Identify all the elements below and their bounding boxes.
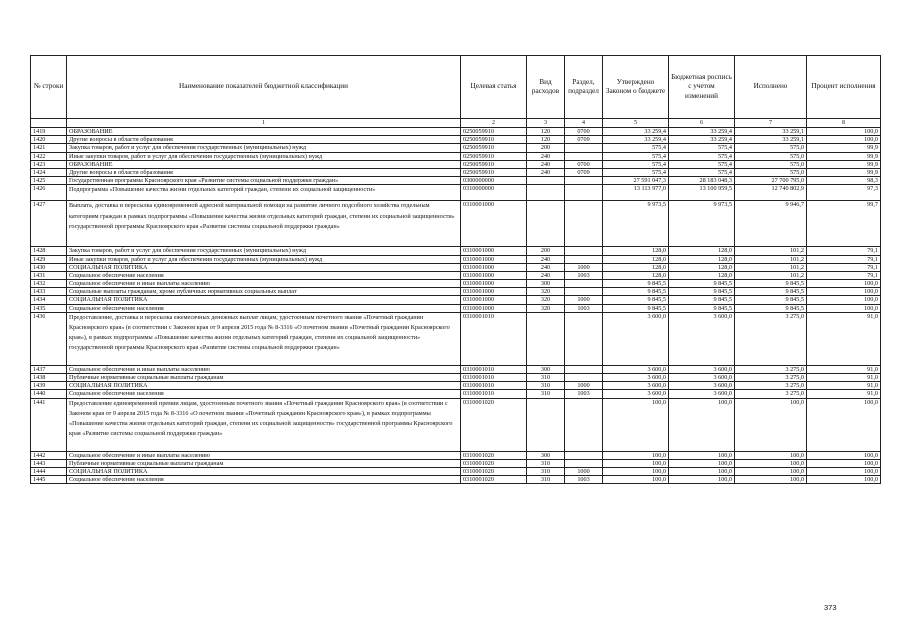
table-row <box>31 365 881 373</box>
row-number-cell: 1428 <box>31 247 67 255</box>
indicator-name-cell: СОЦИАЛЬНАЯ ПОЛИТИКА <box>67 382 461 390</box>
execution-percent-cell: 99,9 <box>807 168 881 176</box>
target-article-cell: 0310001010 <box>461 390 527 398</box>
executed-cell: 3 275,0 <box>735 390 807 398</box>
budget-schedule-cell: 9 845,5 <box>669 280 735 288</box>
table-row <box>31 476 881 484</box>
target-article-cell: 0310001000 <box>461 271 527 279</box>
execution-percent-cell: 79,1 <box>807 255 881 263</box>
expense-type-cell: 310 <box>527 382 565 390</box>
target-article-cell: 0310001000 <box>461 247 527 255</box>
approved-cell: 575,4 <box>603 144 669 152</box>
indicator-name-cell: Социальное обеспечение и иные выплаты населению <box>67 280 461 288</box>
column-number-row <box>31 119 881 128</box>
approved-cell: 3 600,0 <box>603 382 669 390</box>
header-target-article: Целевая статья <box>461 56 527 119</box>
expense-type-cell <box>527 177 565 185</box>
row-number-cell: 1421 <box>31 144 67 152</box>
target-article-cell: 0310001000 <box>461 296 527 304</box>
executed-cell: 100,0 <box>735 476 807 484</box>
executed-cell: 33 259,1 <box>735 128 807 136</box>
target-article-cell: 0310001000 <box>461 288 527 296</box>
executed-cell: 101,2 <box>735 271 807 279</box>
header-row <box>31 56 881 119</box>
section-cell: 1000 <box>565 467 603 475</box>
indicator-name-cell: Социальное обеспечение и иные выплаты населению <box>67 365 461 373</box>
execution-percent-cell: 79,1 <box>807 263 881 271</box>
section-cell: 1000 <box>565 382 603 390</box>
execution-percent-cell: 91,0 <box>807 374 881 382</box>
executed-cell: 575,0 <box>735 152 807 160</box>
approved-cell: 128,0 <box>603 263 669 271</box>
executed-cell: 101,2 <box>735 263 807 271</box>
indicator-name-cell: Социальное обеспечение населения <box>67 390 461 398</box>
execution-percent-cell: 100,0 <box>807 398 881 451</box>
table-row <box>31 451 881 459</box>
executed-cell: 27 700 795,0 <box>735 177 807 185</box>
indicator-name-cell: Подпрограмма «Повышение качества жизни отдельных категорий граждан, степени их социальной защищенности» <box>67 185 461 201</box>
section-cell: 0709 <box>565 136 603 144</box>
expense-type-cell: 300 <box>527 280 565 288</box>
row-number-cell: 1424 <box>31 168 67 176</box>
row-number-cell: 1444 <box>31 467 67 475</box>
section-cell <box>565 365 603 373</box>
header-budget-schedule: Бюджетная роспись с учетом изменений <box>669 56 735 119</box>
approved-cell: 3 600,0 <box>603 390 669 398</box>
table-row <box>31 296 881 304</box>
expense-type-cell: 120 <box>527 136 565 144</box>
section-cell <box>565 201 603 247</box>
row-number-cell: 1426 <box>31 185 67 201</box>
target-article-cell: 0310001010 <box>461 365 527 373</box>
row-number-cell: 1429 <box>31 255 67 263</box>
table-row <box>31 128 881 136</box>
execution-percent-cell: 100,0 <box>807 288 881 296</box>
budget-schedule-cell: 575,4 <box>669 168 735 176</box>
indicator-name-cell: Другие вопросы в области образования <box>67 168 461 176</box>
table-row <box>31 280 881 288</box>
indicator-name-cell: Социальное обеспечение и иные выплаты населению <box>67 451 461 459</box>
target-article-cell: 0310000000 <box>461 185 527 201</box>
approved-cell: 100,0 <box>603 467 669 475</box>
header-execution-percent: Процент исполнения <box>807 56 881 119</box>
header-indicator-name: Наименование показателей бюджетной классификации <box>67 56 461 119</box>
approved-cell: 100,0 <box>603 459 669 467</box>
row-number-cell: 1430 <box>31 263 67 271</box>
column-number: 7 <box>735 119 807 128</box>
execution-percent-cell: 79,1 <box>807 271 881 279</box>
indicator-name-cell: СОЦИАЛЬНАЯ ПОЛИТИКА <box>67 263 461 271</box>
budget-schedule-cell: 100,0 <box>669 467 735 475</box>
section-cell <box>565 451 603 459</box>
indicator-name-cell: Выплата, доставка и пересылка единовременной адресной материальной помощи на развитие личного подсобного хозяйства отдельным категориям граждан в рамках подпрограммы «Повышение качества жизни отдельных категорий граждан, степени их социальной защищенности» государственной программы Красноярского края «Развитие системы социальной поддержки граждан» <box>67 201 461 247</box>
expense-type-cell: 320 <box>527 288 565 296</box>
target-article-cell: 0250059910 <box>461 144 527 152</box>
table-row <box>31 382 881 390</box>
table-row <box>31 255 881 263</box>
executed-cell: 100,0 <box>735 459 807 467</box>
budget-schedule-cell: 3 600,0 <box>669 312 735 365</box>
budget-schedule-cell: 3 600,0 <box>669 390 735 398</box>
section-cell: 1003 <box>565 304 603 312</box>
budget-schedule-cell: 9 845,5 <box>669 288 735 296</box>
table-row <box>31 271 881 279</box>
target-article-cell: 0310001000 <box>461 201 527 247</box>
header-expense-type: Вид расходов <box>527 56 565 119</box>
target-article-cell: 0310001010 <box>461 312 527 365</box>
row-number-cell: 1436 <box>31 312 67 365</box>
section-cell: 1003 <box>565 476 603 484</box>
row-number-cell: 1440 <box>31 390 67 398</box>
column-number: 2 <box>461 119 527 128</box>
header-approved: Утверждено Законом о бюджете <box>603 56 669 119</box>
approved-cell: 9 973,5 <box>603 201 669 247</box>
row-number-cell: 1432 <box>31 280 67 288</box>
execution-percent-cell: 99,9 <box>807 144 881 152</box>
approved-cell: 575,4 <box>603 160 669 168</box>
indicator-name-cell: Государственная программа Красноярского края «Развитие системы социальной поддержки граждан» <box>67 177 461 185</box>
table-row <box>31 247 881 255</box>
target-article-cell: 0250059910 <box>461 136 527 144</box>
expense-type-cell: 240 <box>527 160 565 168</box>
executed-cell: 100,0 <box>735 451 807 459</box>
target-article-cell: 0310001020 <box>461 398 527 451</box>
section-cell <box>565 185 603 201</box>
expense-type-cell: 200 <box>527 144 565 152</box>
page-number: 373 <box>824 603 837 612</box>
row-number-cell: 1438 <box>31 374 67 382</box>
target-article-cell: 0310001020 <box>461 451 527 459</box>
executed-cell: 9 946,7 <box>735 201 807 247</box>
target-article-cell: 0250059910 <box>461 160 527 168</box>
row-number-cell: 1419 <box>31 128 67 136</box>
budget-schedule-cell: 575,4 <box>669 144 735 152</box>
row-number-cell: 1435 <box>31 304 67 312</box>
execution-percent-cell: 100,0 <box>807 136 881 144</box>
section-cell <box>565 374 603 382</box>
indicator-name-cell: Социальное обеспечение населения <box>67 304 461 312</box>
section-cell <box>565 247 603 255</box>
row-number-cell: 1422 <box>31 152 67 160</box>
budget-schedule-cell: 128,0 <box>669 247 735 255</box>
expense-type-cell: 120 <box>527 128 565 136</box>
expense-type-cell: 300 <box>527 365 565 373</box>
expense-type-cell: 320 <box>527 296 565 304</box>
expense-type-cell <box>527 398 565 451</box>
approved-cell: 128,0 <box>603 247 669 255</box>
table-row <box>31 152 881 160</box>
row-number-cell: 1437 <box>31 365 67 373</box>
table-row <box>31 144 881 152</box>
execution-percent-cell: 97,3 <box>807 185 881 201</box>
table-row <box>31 263 881 271</box>
budget-schedule-cell: 3 600,0 <box>669 374 735 382</box>
column-number: 5 <box>603 119 669 128</box>
executed-cell: 33 259,1 <box>735 136 807 144</box>
execution-percent-cell: 99,7 <box>807 201 881 247</box>
approved-cell: 100,0 <box>603 451 669 459</box>
budget-report-sheet <box>30 55 880 484</box>
row-number-cell: 1423 <box>31 160 67 168</box>
expense-type-cell: 240 <box>527 255 565 263</box>
approved-cell: 27 591 047,3 <box>603 177 669 185</box>
execution-percent-cell: 100,0 <box>807 451 881 459</box>
target-article-cell: 0310001020 <box>461 459 527 467</box>
target-article-cell: 0310001010 <box>461 382 527 390</box>
row-number-cell: 1443 <box>31 459 67 467</box>
section-cell: 1003 <box>565 271 603 279</box>
section-cell <box>565 144 603 152</box>
header-row-number: № строки <box>31 56 67 119</box>
executed-cell: 3 275,0 <box>735 365 807 373</box>
section-cell: 1000 <box>565 263 603 271</box>
executed-cell: 575,0 <box>735 144 807 152</box>
execution-percent-cell: 91,0 <box>807 365 881 373</box>
target-article-cell: 0310001020 <box>461 476 527 484</box>
approved-cell: 575,4 <box>603 152 669 160</box>
executed-cell: 3 275,0 <box>735 312 807 365</box>
target-article-cell: 0300000000 <box>461 177 527 185</box>
target-article-cell: 0250059910 <box>461 168 527 176</box>
budget-schedule-cell: 13 100 959,5 <box>669 185 735 201</box>
budget-schedule-cell: 128,0 <box>669 263 735 271</box>
budget-schedule-cell: 3 600,0 <box>669 365 735 373</box>
column-number: 3 <box>527 119 565 128</box>
budget-schedule-cell: 100,0 <box>669 451 735 459</box>
indicator-name-cell: Социальное обеспечение населения <box>67 476 461 484</box>
executed-cell: 9 845,5 <box>735 280 807 288</box>
approved-cell: 575,4 <box>603 168 669 176</box>
approved-cell: 13 113 977,0 <box>603 185 669 201</box>
execution-percent-cell: 99,9 <box>807 160 881 168</box>
expense-type-cell: 240 <box>527 263 565 271</box>
approved-cell: 9 845,5 <box>603 288 669 296</box>
expense-type-cell <box>527 185 565 201</box>
execution-percent-cell: 100,0 <box>807 467 881 475</box>
budget-schedule-cell: 100,0 <box>669 398 735 451</box>
table-row <box>31 312 881 365</box>
budget-schedule-cell: 33 259,4 <box>669 136 735 144</box>
table-row <box>31 467 881 475</box>
budget-schedule-cell: 9 845,5 <box>669 296 735 304</box>
execution-percent-cell: 91,0 <box>807 382 881 390</box>
indicator-name-cell: Социальные выплаты гражданам, кроме публичных нормативных социальных выплат <box>67 288 461 296</box>
table-row <box>31 177 881 185</box>
budget-schedule-cell: 28 183 048,3 <box>669 177 735 185</box>
approved-cell: 3 600,0 <box>603 374 669 382</box>
section-cell: 0709 <box>565 168 603 176</box>
table-row <box>31 168 881 176</box>
indicator-name-cell: СОЦИАЛЬНАЯ ПОЛИТИКА <box>67 467 461 475</box>
expense-type-cell: 310 <box>527 459 565 467</box>
header-executed: Исполнено <box>735 56 807 119</box>
budget-schedule-cell: 3 600,0 <box>669 382 735 390</box>
budget-schedule-cell: 100,0 <box>669 459 735 467</box>
expense-type-cell: 320 <box>527 304 565 312</box>
target-article-cell: 0310001000 <box>461 304 527 312</box>
column-number: 8 <box>807 119 881 128</box>
table-row <box>31 201 881 247</box>
table-row <box>31 374 881 382</box>
approved-cell: 100,0 <box>603 476 669 484</box>
row-number-cell: 1441 <box>31 398 67 451</box>
executed-cell: 575,0 <box>735 168 807 176</box>
expense-type-cell <box>527 201 565 247</box>
indicator-name-cell: Социальное обеспечение населения <box>67 271 461 279</box>
executed-cell: 9 845,5 <box>735 288 807 296</box>
executed-cell: 3 275,0 <box>735 374 807 382</box>
executed-cell: 575,0 <box>735 160 807 168</box>
column-number: 6 <box>669 119 735 128</box>
execution-percent-cell: 100,0 <box>807 476 881 484</box>
execution-percent-cell: 79,1 <box>807 247 881 255</box>
execution-percent-cell: 100,0 <box>807 280 881 288</box>
target-article-cell: 0310001020 <box>461 467 527 475</box>
header-section: Раздел, подраздел <box>565 56 603 119</box>
indicator-name-cell: Другие вопросы в области образования <box>67 136 461 144</box>
row-number-cell: 1442 <box>31 451 67 459</box>
expense-type-cell: 240 <box>527 271 565 279</box>
approved-cell: 9 845,5 <box>603 280 669 288</box>
expense-type-cell: 310 <box>527 476 565 484</box>
section-cell <box>565 177 603 185</box>
section-cell <box>565 152 603 160</box>
indicator-name-cell: ОБРАЗОВАНИЕ <box>67 128 461 136</box>
target-article-cell: 0310001010 <box>461 374 527 382</box>
executed-cell: 100,0 <box>735 398 807 451</box>
section-cell <box>565 280 603 288</box>
section-cell <box>565 288 603 296</box>
section-cell <box>565 312 603 365</box>
table-row <box>31 185 881 201</box>
section-cell <box>565 459 603 467</box>
indicator-name-cell: Иные закупки товаров, работ и услуг для обеспечения государственных (муниципальных) нужд <box>67 255 461 263</box>
execution-percent-cell: 100,0 <box>807 459 881 467</box>
approved-cell: 128,0 <box>603 255 669 263</box>
budget-schedule-cell: 575,4 <box>669 152 735 160</box>
table-row <box>31 304 881 312</box>
approved-cell: 33 259,4 <box>603 128 669 136</box>
expense-type-cell: 310 <box>527 374 565 382</box>
section-cell: 0700 <box>565 128 603 136</box>
column-number <box>31 119 67 128</box>
approved-cell: 9 845,5 <box>603 296 669 304</box>
indicator-name-cell: Предоставление, доставка и пересылка ежемесячных денежных выплат лицам, удостоенным почетного звания «Почетный гражданин Красноярского края» (в соответствии с Законом края от 9 апреля 2015 года № 8-3316 «О почетном звании «Почетный гражданин Красноярского края»), в рамках подпрограммы «Повышение качества жизни отдельных категорий граждан, степени их социальной защищенности» государственной программы Красноярского края «Развитие системы социальной поддержки граждан» <box>67 312 461 365</box>
approved-cell: 3 600,0 <box>603 365 669 373</box>
section-cell <box>565 255 603 263</box>
execution-percent-cell: 100,0 <box>807 304 881 312</box>
table-body <box>31 128 881 484</box>
approved-cell: 128,0 <box>603 271 669 279</box>
indicator-name-cell: ОБРАЗОВАНИЕ <box>67 160 461 168</box>
indicator-name-cell: Закупка товаров, работ и услуг для обеспечения государственных (муниципальных) нужд <box>67 247 461 255</box>
expense-type-cell: 300 <box>527 451 565 459</box>
executed-cell: 9 845,5 <box>735 304 807 312</box>
execution-percent-cell: 98,3 <box>807 177 881 185</box>
target-article-cell: 0310001000 <box>461 263 527 271</box>
table-row <box>31 459 881 467</box>
executed-cell: 101,2 <box>735 247 807 255</box>
indicator-name-cell: Публичные нормативные социальные выплаты гражданам <box>67 459 461 467</box>
table-row <box>31 390 881 398</box>
indicator-name-cell: СОЦИАЛЬНАЯ ПОЛИТИКА <box>67 296 461 304</box>
table-row <box>31 136 881 144</box>
indicator-name-cell: Предоставление единовременной премии лицам, удостоенным почетного звания «Почетный гражданин Красноярского края» (в соответствии с Законом края от 9 апреля 2015 года № 8-3316 «О почетном звании «Почетный гражданин Красноярского края»), в рамках подпрограммы «Повышение качества жизни отдельных категорий граждан, степени их социальной защищенности» государственной программы Красноярского края «Развитие системы социальной поддержки граждан» <box>67 398 461 451</box>
row-number-cell: 1425 <box>31 177 67 185</box>
expense-type-cell: 240 <box>527 152 565 160</box>
target-article-cell: 0250059910 <box>461 128 527 136</box>
execution-percent-cell: 100,0 <box>807 128 881 136</box>
table-row <box>31 160 881 168</box>
budget-schedule-cell: 128,0 <box>669 255 735 263</box>
approved-cell: 9 845,5 <box>603 304 669 312</box>
section-cell: 1003 <box>565 390 603 398</box>
expense-type-cell: 240 <box>527 168 565 176</box>
budget-schedule-cell: 128,0 <box>669 271 735 279</box>
execution-percent-cell: 91,0 <box>807 312 881 365</box>
column-number: 4 <box>565 119 603 128</box>
execution-percent-cell: 91,0 <box>807 390 881 398</box>
executed-cell: 3 275,0 <box>735 382 807 390</box>
budget-schedule-cell: 33 259,4 <box>669 128 735 136</box>
approved-cell: 33 259,4 <box>603 136 669 144</box>
row-number-cell: 1445 <box>31 476 67 484</box>
column-number: 1 <box>67 119 461 128</box>
table-row <box>31 288 881 296</box>
expense-type-cell <box>527 312 565 365</box>
indicator-name-cell: Публичные нормативные социальные выплаты гражданам <box>67 374 461 382</box>
row-number-cell: 1434 <box>31 296 67 304</box>
expense-type-cell: 310 <box>527 467 565 475</box>
budget-schedule-cell: 575,4 <box>669 160 735 168</box>
section-cell: 1000 <box>565 296 603 304</box>
executed-cell: 9 845,5 <box>735 296 807 304</box>
row-number-cell: 1439 <box>31 382 67 390</box>
table-row <box>31 398 881 451</box>
row-number-cell: 1427 <box>31 201 67 247</box>
row-number-cell: 1431 <box>31 271 67 279</box>
target-article-cell: 0310001000 <box>461 280 527 288</box>
budget-schedule-cell: 9 973,5 <box>669 201 735 247</box>
row-number-cell: 1433 <box>31 288 67 296</box>
executed-cell: 12 740 802,9 <box>735 185 807 201</box>
approved-cell: 3 600,0 <box>603 312 669 365</box>
execution-percent-cell: 99,9 <box>807 152 881 160</box>
expense-type-cell: 200 <box>527 247 565 255</box>
execution-percent-cell: 100,0 <box>807 296 881 304</box>
indicator-name-cell: Иные закупки товаров, работ и услуг для обеспечения государственных (муниципальных) нужд <box>67 152 461 160</box>
section-cell <box>565 398 603 451</box>
expense-type-cell: 310 <box>527 390 565 398</box>
section-cell: 0700 <box>565 160 603 168</box>
row-number-cell: 1420 <box>31 136 67 144</box>
executed-cell: 100,0 <box>735 467 807 475</box>
indicator-name-cell: Закупка товаров, работ и услуг для обеспечения государственных (муниципальных) нужд <box>67 144 461 152</box>
budget-schedule-cell: 9 845,5 <box>669 304 735 312</box>
approved-cell: 100,0 <box>603 398 669 451</box>
target-article-cell: 0310001000 <box>461 255 527 263</box>
budget-schedule-cell: 100,0 <box>669 476 735 484</box>
executed-cell: 101,2 <box>735 255 807 263</box>
target-article-cell: 0250059910 <box>461 152 527 160</box>
budget-table <box>30 55 881 484</box>
